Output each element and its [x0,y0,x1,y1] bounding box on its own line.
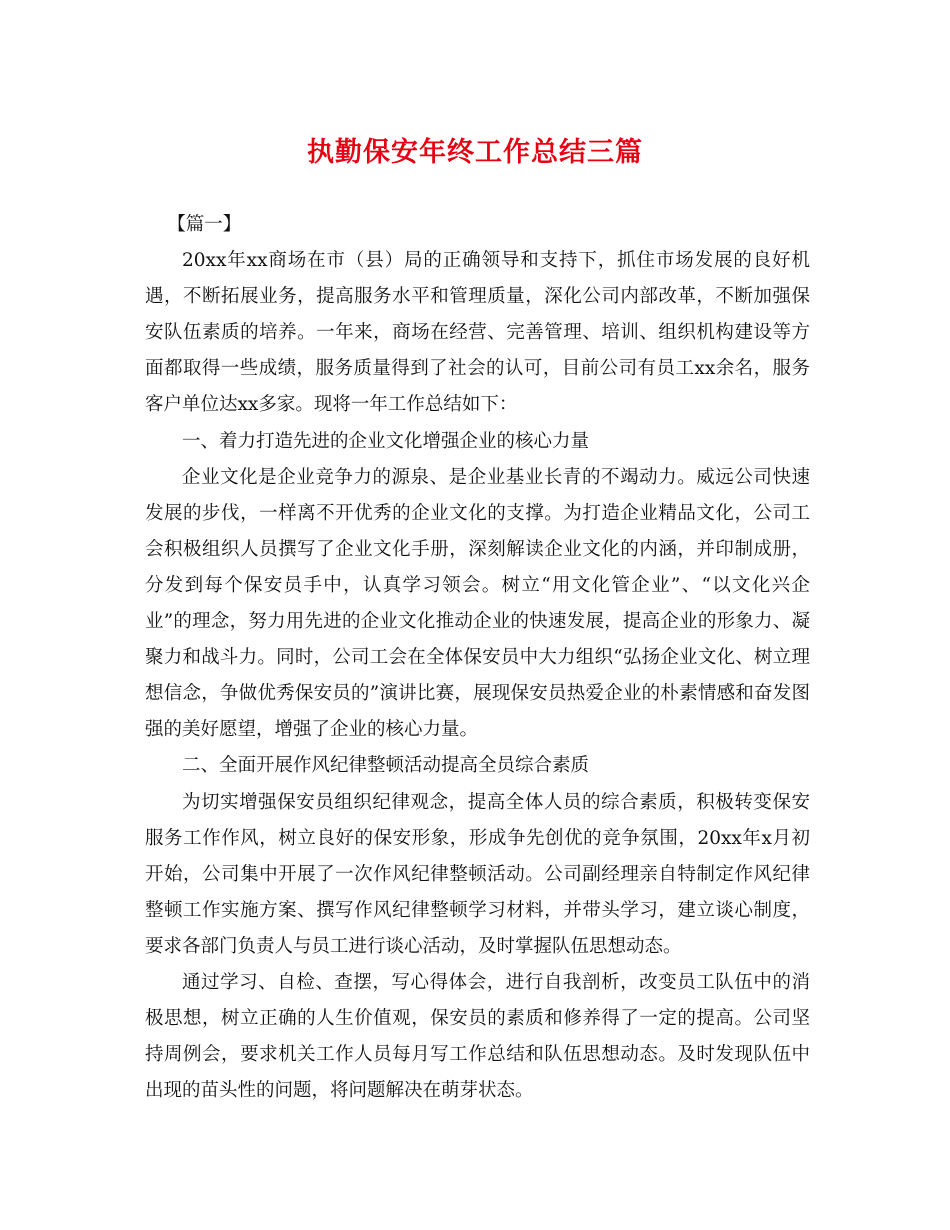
paragraph-intro: 20xx年xx商场在市（县）局的正确领导和支持下，抓住市场发展的良好机遇，不断拓展业务，提高服务水平和管理质量，深化公司内部改革，不断加强保安队伍素质的培养。一年来，商场在经营、完善管理、培训、组织机构建设等方面都取得一些成绩，服务质量得到了社会的认可，目前公司有员工xx余名，服务客户单位达xx多家。现将一年工作总结如下： [145,250,810,416]
document-title: 执勤保安年终工作总结三篇 [307,137,643,168]
heading-section-1: 一、着力打造先进的企业文化增强企业的核心力量 [182,430,590,452]
paragraph-discipline: 为切实增强保安员组织纪律观念，提高全体人员的综合素质，积极转变保安服务工作作风，树立良好的保安形象，形成争先创优的竞争氛围，20xx年x月初开始，公司集中开展了一次作风纪律整顿活动。公司副经理亲自特制定作风纪律整顿工作实施方案、撰写作风纪律整顿学习材料，并带头学习，建立谈心制度，要求各部门负责人与员工进行谈心活动，及时掌握队伍思想动态。 [145,791,810,957]
paragraph-study: 通过学习、自检、查摆，写心得体会，进行自我剖析，改变员工队伍中的消极思想，树立正确的人生价值观，保安员的素质和修养得了一定的提高。公司坚持周例会，要求机关工作人员每月写工作总结和队伍思想动态。及时发现队伍中出现的苗头性的问题，将问题解决在萌芽状态。 [145,971,810,1102]
heading-section-2: 二、全面开展作风纪律整顿活动提高全员综合素质 [182,755,590,777]
paragraph-culture: 企业文化是企业竞争力的源泉、是企业基业长青的不竭动力。威远公司快速发展的步伐，一样离不开优秀的企业文化的支撑。为打造企业精品文化，公司工会积极组织人员撰写了企业文化手册，深刻解读企业文化的内涵，并印制成册，分发到每个保安员手中，认真学习领会。树立“用文化管企业”、“以文化兴企业”的理念，努力用先进的企业文化推动企业的快速发展，提高企业的形象力、凝聚力和战斗力。同时，公司工会在全体保安员中大力组织“弘扬企业文化、树立理想信念，争做优秀保安员的”演讲比赛，展现保安员热爱企业的朴素情感和奋发图强的美好愿望，增强了企业的核心力量。 [145,466,810,741]
section-marker [145,207,810,243]
section-marker-label: 【篇一】 [167,214,242,235]
document-body [145,207,810,1109]
